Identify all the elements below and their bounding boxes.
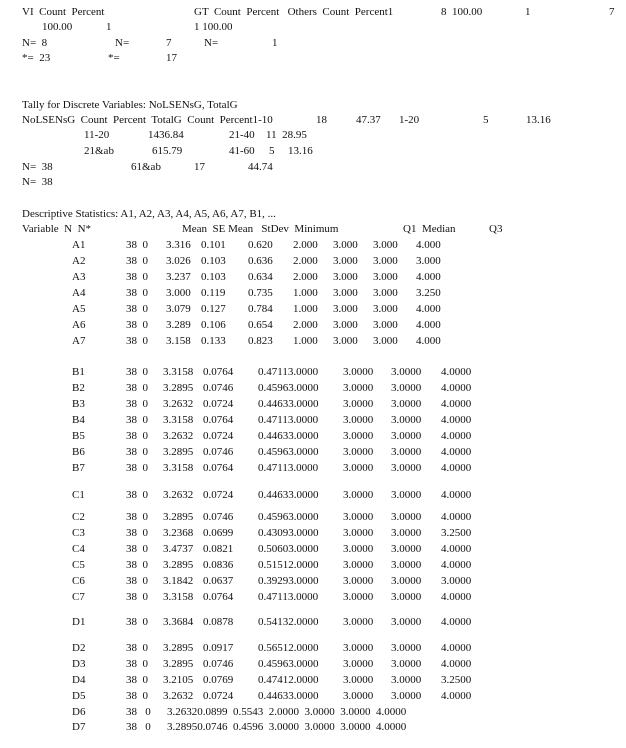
stat-value: 3.2368 — [163, 527, 194, 539]
stat-value: 0.47113.0000 — [258, 462, 319, 474]
stat-value: 0.0764 — [203, 414, 234, 426]
stat-value: 3.0000 — [391, 414, 422, 426]
n-count: 38 0 — [126, 398, 148, 410]
variable-name: B3 — [72, 398, 85, 410]
stat-value: 3.3158 — [163, 366, 194, 378]
stat-value: 0.47113.0000 — [258, 366, 319, 378]
stat-value: 4.0000 — [441, 489, 472, 501]
variable-name: B7 — [72, 462, 85, 474]
variable-name: B4 — [72, 414, 85, 426]
stat-value: 3.3158 — [163, 414, 194, 426]
stat-value: 0.0764 — [203, 366, 234, 378]
tally1-n-c: 7 — [166, 37, 172, 49]
n-count: 38 0 — [126, 462, 148, 474]
n-count: 38 0 — [126, 489, 148, 501]
stat-value: 0.54132.0000 — [258, 616, 319, 628]
n-count: 38 0 — [126, 658, 148, 670]
desc-header-q3: Q3 — [489, 223, 503, 235]
stat-value: 3.0000 — [391, 398, 422, 410]
stat-value: 0.0821 — [203, 543, 234, 555]
n-count: 38 0 — [126, 271, 148, 283]
stat-value: 3.0000 — [343, 489, 374, 501]
stat-value: 0.47412.0000 — [258, 674, 319, 686]
stat-value: 3.0000 — [391, 366, 422, 378]
stat-value: 4.0000 — [441, 658, 472, 670]
variable-name: C7 — [72, 591, 85, 603]
tally2-r2-a: 21&ab — [84, 145, 114, 157]
stat-value: 4.0000 — [441, 642, 472, 654]
stat-value: 3.2895 — [163, 382, 194, 394]
stat-value: 3.0000 — [343, 398, 374, 410]
tally2-n1-c: 17 — [194, 161, 205, 173]
stat-value: 0.103 — [201, 271, 226, 283]
stat-value: 4.0000 — [441, 543, 472, 555]
stat-value: 3.2895 — [163, 511, 194, 523]
stat-value: 3.0000 — [343, 543, 374, 555]
stat-value: 0.45963.0000 — [258, 446, 319, 458]
stat-value: 0.0724 — [203, 489, 234, 501]
tally1-header-val: 8 100.00 — [441, 6, 483, 18]
stat-value: 3.158 — [166, 335, 191, 347]
stat-value: 0.0764 — [203, 591, 234, 603]
stat-value: 1.000 — [293, 335, 318, 347]
n-count: 38 0 — [126, 335, 148, 347]
n-count: 38 0 — [126, 591, 148, 603]
stat-value: 4.0000 — [441, 462, 472, 474]
stat-value: 3.4737 — [163, 543, 194, 555]
stat-value: 0.0724 — [203, 398, 234, 410]
stat-value: 3.0000 — [343, 658, 374, 670]
stat-value: 3.2632 — [163, 489, 194, 501]
stat-value: 0.636 — [248, 255, 273, 267]
desc-header-mid: Mean SE Mean StDev Minimum — [182, 223, 339, 235]
stat-value: 3.0000 — [391, 446, 422, 458]
n-count: 38 0 — [126, 511, 148, 523]
stat-value: 4.0000 — [441, 398, 472, 410]
stat-value: 0.0878 — [203, 616, 234, 628]
n-count: 38 0 — [126, 575, 148, 587]
tally1-n-d: N= — [204, 37, 219, 49]
tally2-r2-b: 615.79 — [152, 145, 183, 157]
stat-value: 3.000 — [166, 287, 191, 299]
tally1-n-e: 1 — [272, 37, 278, 49]
variable-name: B6 — [72, 446, 85, 458]
tally2-n2: N= 38 — [22, 176, 53, 188]
stat-value: 3.000 — [373, 271, 398, 283]
stat-value: 3.0000 — [391, 575, 422, 587]
tally2-header: NoLSENsG Count Percent TotalG Count Percent1-10 — [22, 114, 273, 126]
tally1-header-val3: 7 — [609, 6, 615, 18]
stat-value: 0.50603.0000 — [258, 543, 319, 555]
stat-value: 4.0000 — [441, 366, 472, 378]
stat-value: 0.620 — [248, 239, 273, 251]
stat-value: 3.0000 — [343, 414, 374, 426]
stat-value: 0.44633.0000 — [258, 489, 319, 501]
variable-name: C3 — [72, 527, 85, 539]
stat-value: 3.0000 — [343, 462, 374, 474]
stat-value: 2.000 — [293, 319, 318, 331]
variable-name: A5 — [72, 303, 86, 315]
tally2-title: Tally for Discrete Variables: NoLSENsG, TotalG — [22, 99, 238, 111]
tally1-star-b: *= — [108, 52, 120, 64]
variable-name: A3 — [72, 271, 86, 283]
n-count: 38 0 — [126, 527, 148, 539]
stat-value: 3.0000 — [343, 430, 374, 442]
stat-value: 0.44633.0000 — [258, 398, 319, 410]
stat-value: 1.000 — [293, 303, 318, 315]
stat-value: 3.000 — [373, 335, 398, 347]
stat-value: 3.0000 — [391, 382, 422, 394]
stat-value: 4.0000 — [441, 414, 472, 426]
tally2-header-v1: 18 — [316, 114, 327, 126]
stat-value: 0.44633.0000 — [258, 430, 319, 442]
stat-value: 3.0000 — [441, 575, 472, 587]
stat-value: 4.000 — [416, 335, 441, 347]
stat-value: 0.44633.0000 — [258, 690, 319, 702]
tally2-n1-b: 61&ab — [131, 161, 161, 173]
stat-value: 0.47113.0000 — [258, 591, 319, 603]
tally2-r1-a: 11-20 — [84, 129, 110, 141]
stat-value: 0.56512.0000 — [258, 642, 319, 654]
desc-header-left: Variable N N* — [22, 223, 92, 235]
stat-value: 0.0746 — [203, 382, 234, 394]
n-count: 38 0 — [126, 690, 148, 702]
n-count: 38 0 — [126, 319, 148, 331]
stat-value: 0.784 — [248, 303, 273, 315]
stat-value: 0.133 — [201, 335, 226, 347]
stat-value: 3.316 — [166, 239, 191, 251]
tally1-header-left: VI Count Percent — [22, 6, 105, 18]
variable-name: A6 — [72, 319, 86, 331]
stat-value: 3.0000 — [391, 642, 422, 654]
stat-value: 4.0000 — [441, 616, 472, 628]
stat-value: 0.0637 — [203, 575, 234, 587]
stat-value: 4.0000 — [441, 382, 472, 394]
stat-value: 4.000 — [416, 303, 441, 315]
stat-value: 3.3158 — [163, 462, 194, 474]
stat-value: 3.2632 — [163, 430, 194, 442]
stat-value: 0.51512.0000 — [258, 559, 319, 571]
stat-value: 3.0000 — [391, 658, 422, 670]
variable-name: C6 — [72, 575, 85, 587]
n-count: 38 0 — [126, 559, 148, 571]
tally1-row1-a: 100.00 — [42, 21, 73, 33]
stat-value: 0.39293.0000 — [258, 575, 319, 587]
stat-value: 2.000 — [293, 239, 318, 251]
stat-value: 3.3158 — [163, 591, 194, 603]
stat-value: 2.000 — [293, 255, 318, 267]
variable-name: D1 — [72, 616, 86, 628]
stat-value: 3.000 — [333, 239, 358, 251]
stat-value: 3.237 — [166, 271, 191, 283]
stat-value: 0.0746 — [203, 658, 234, 670]
n-count: 38 0 — [126, 446, 148, 458]
stat-value: 3.0000 — [343, 382, 374, 394]
tally2-header-v2: 47.37 — [356, 114, 381, 126]
stat-value: 0.45963.0000 — [258, 382, 319, 394]
n-count: 38 0 — [126, 616, 148, 628]
stat-value: 3.000 — [373, 287, 398, 299]
stat-value: 0.103 — [201, 255, 226, 267]
stat-value: 0.634 — [248, 271, 273, 283]
stat-value: 3.0000 — [343, 527, 374, 539]
stat-value: 3.0000 — [391, 591, 422, 603]
stat-value: 3.026 — [166, 255, 191, 267]
row-d6-rest: 3.26320.0899 0.5543 2.0000 3.0000 3.0000 4.0000 — [167, 706, 407, 718]
n-count: 38 0 — [126, 414, 148, 426]
stat-value: 0.0724 — [203, 690, 234, 702]
stat-value: 3.0000 — [343, 674, 374, 686]
stat-value: 3.0000 — [391, 616, 422, 628]
stat-value: 0.654 — [248, 319, 273, 331]
stat-value: 3.2895 — [163, 446, 194, 458]
stat-value: 4.0000 — [441, 511, 472, 523]
stat-value: 0.127 — [201, 303, 226, 315]
stat-value: 0.735 — [248, 287, 273, 299]
stat-value: 3.000 — [333, 271, 358, 283]
stat-value: 0.0764 — [203, 462, 234, 474]
stat-value: 3.0000 — [391, 543, 422, 555]
row-d7-var: D7 — [72, 721, 86, 733]
variable-name: D5 — [72, 690, 86, 702]
stat-value: 3.0000 — [391, 690, 422, 702]
tally1-n-a: N= 8 — [22, 37, 48, 49]
stat-value: 3.0000 — [391, 430, 422, 442]
stat-value: 3.1842 — [163, 575, 194, 587]
tally1-n-b: N= — [115, 37, 130, 49]
stat-value: 3.2632 — [163, 690, 194, 702]
stat-value: 3.0000 — [343, 559, 374, 571]
variable-name: A2 — [72, 255, 86, 267]
variable-name: C2 — [72, 511, 85, 523]
n-count: 38 0 — [126, 642, 148, 654]
stat-value: 4.0000 — [441, 446, 472, 458]
stat-value: 3.0000 — [343, 366, 374, 378]
stat-value: 3.3684 — [163, 616, 194, 628]
n-count: 38 0 — [126, 255, 148, 267]
stat-value: 3.000 — [333, 255, 358, 267]
variable-name: C4 — [72, 543, 85, 555]
stat-value: 4.000 — [416, 319, 441, 331]
variable-name: B5 — [72, 430, 85, 442]
variable-name: A7 — [72, 335, 86, 347]
stat-value: 3.250 — [416, 287, 441, 299]
stat-value: 3.000 — [416, 255, 441, 267]
variable-name: B2 — [72, 382, 85, 394]
variable-name: A1 — [72, 239, 86, 251]
tally1-row1-c: 1 100.00 — [194, 21, 233, 33]
variable-name: A4 — [72, 287, 86, 299]
stat-value: 0.0769 — [203, 674, 234, 686]
stat-value: 0.0917 — [203, 642, 234, 654]
stat-value: 3.0000 — [343, 690, 374, 702]
stat-value: 3.0000 — [391, 674, 422, 686]
n-count: 38 0 — [126, 382, 148, 394]
n-count: 38 0 — [126, 287, 148, 299]
stat-value: 3.0000 — [343, 642, 374, 654]
tally2-n1-a: N= 38 — [22, 161, 53, 173]
stat-value: 3.000 — [373, 319, 398, 331]
stat-value: 3.2632 — [163, 398, 194, 410]
stat-value: 3.0000 — [391, 462, 422, 474]
desc-header-q: Q1 Median — [403, 223, 456, 235]
stat-value: 0.0746 — [203, 511, 234, 523]
row-d6-var: D6 — [72, 706, 86, 718]
row-d6-nn: 38 0 — [126, 706, 151, 718]
stat-value: 0.106 — [201, 319, 226, 331]
stat-value: 3.000 — [373, 303, 398, 315]
tally2-r1-d: 11 28.95 — [266, 129, 307, 141]
tally2-r1-b: 1436.84 — [148, 129, 184, 141]
stat-value: 3.2500 — [441, 527, 472, 539]
stat-value: 3.000 — [333, 335, 358, 347]
stat-value: 3.0000 — [343, 511, 374, 523]
stat-value: 4.0000 — [441, 559, 472, 571]
stat-value: 0.101 — [201, 239, 226, 251]
stat-value: 2.000 — [293, 271, 318, 283]
stat-value: 1.000 — [293, 287, 318, 299]
tally2-r2-d: 5 — [269, 145, 275, 157]
stat-value: 3.0000 — [391, 489, 422, 501]
stat-value: 3.0000 — [391, 527, 422, 539]
stat-value: 3.0000 — [391, 559, 422, 571]
tally2-header-v5: 13.16 — [526, 114, 551, 126]
stat-value: 3.2105 — [163, 674, 194, 686]
row-d7-nn: 38 0 — [126, 721, 151, 733]
tally1-header-val2: 1 — [525, 6, 531, 18]
tally1-star-a: *= 23 — [22, 52, 51, 64]
stat-value: 4.000 — [416, 271, 441, 283]
stat-value: 0.45963.0000 — [258, 658, 319, 670]
variable-name: D2 — [72, 642, 86, 654]
variable-name: B1 — [72, 366, 85, 378]
row-d7-rest: 3.28950.0746 0.4596 3.0000 3.0000 3.0000 4.0000 — [167, 721, 407, 733]
n-count: 38 0 — [126, 239, 148, 251]
variable-name: D4 — [72, 674, 86, 686]
stat-value: 0.43093.0000 — [258, 527, 319, 539]
n-count: 38 0 — [126, 543, 148, 555]
tally1-star-c: 17 — [166, 52, 177, 64]
desc-title: Descriptive Statistics: A1, A2, A3, A4, A5, A6, A7, B1, ... — [22, 208, 276, 220]
tally2-n1-d: 44.74 — [248, 161, 273, 173]
stat-value: 0.47113.0000 — [258, 414, 319, 426]
stat-value: 4.0000 — [441, 690, 472, 702]
tally2-r2-e: 13.16 — [288, 145, 313, 157]
tally2-r1-c: 21-40 — [229, 129, 255, 141]
stat-value: 0.823 — [248, 335, 273, 347]
tally1-row1-b: 1 — [106, 21, 112, 33]
variable-name: C1 — [72, 489, 85, 501]
stat-value: 0.119 — [201, 287, 226, 299]
stat-value: 3.289 — [166, 319, 191, 331]
stat-value: 3.2500 — [441, 674, 472, 686]
stat-value: 3.0000 — [391, 511, 422, 523]
stat-value: 0.0836 — [203, 559, 234, 571]
stat-value: 4.0000 — [441, 591, 472, 603]
stat-value: 3.0000 — [343, 616, 374, 628]
stat-value: 0.45963.0000 — [258, 511, 319, 523]
n-count: 38 0 — [126, 430, 148, 442]
stat-value: 0.0724 — [203, 430, 234, 442]
stat-value: 4.0000 — [441, 430, 472, 442]
stat-value: 4.000 — [416, 239, 441, 251]
stat-value: 3.000 — [333, 303, 358, 315]
stat-value: 3.000 — [373, 255, 398, 267]
stat-value: 3.2895 — [163, 559, 194, 571]
stat-value: 0.0746 — [203, 446, 234, 458]
variable-name: C5 — [72, 559, 85, 571]
stat-value: 3.2895 — [163, 642, 194, 654]
stat-value: 3.0000 — [343, 446, 374, 458]
stat-value: 3.079 — [166, 303, 191, 315]
stat-value: 3.000 — [333, 287, 358, 299]
stat-value: 3.000 — [373, 239, 398, 251]
n-count: 38 0 — [126, 303, 148, 315]
tally2-header-v3: 1-20 — [399, 114, 420, 126]
tally2-header-v4: 5 — [483, 114, 489, 126]
n-count: 38 0 — [126, 674, 148, 686]
stat-value: 3.0000 — [343, 591, 374, 603]
tally2-r2-c: 41-60 — [229, 145, 255, 157]
stat-value: 3.0000 — [343, 575, 374, 587]
stat-value: 3.2895 — [163, 658, 194, 670]
stat-value: 3.000 — [333, 319, 358, 331]
stat-value: 0.0699 — [203, 527, 234, 539]
n-count: 38 0 — [126, 366, 148, 378]
variable-name: D3 — [72, 658, 86, 670]
tally1-header-mid: GT Count Percent Others Count Percent1 — [194, 6, 394, 18]
